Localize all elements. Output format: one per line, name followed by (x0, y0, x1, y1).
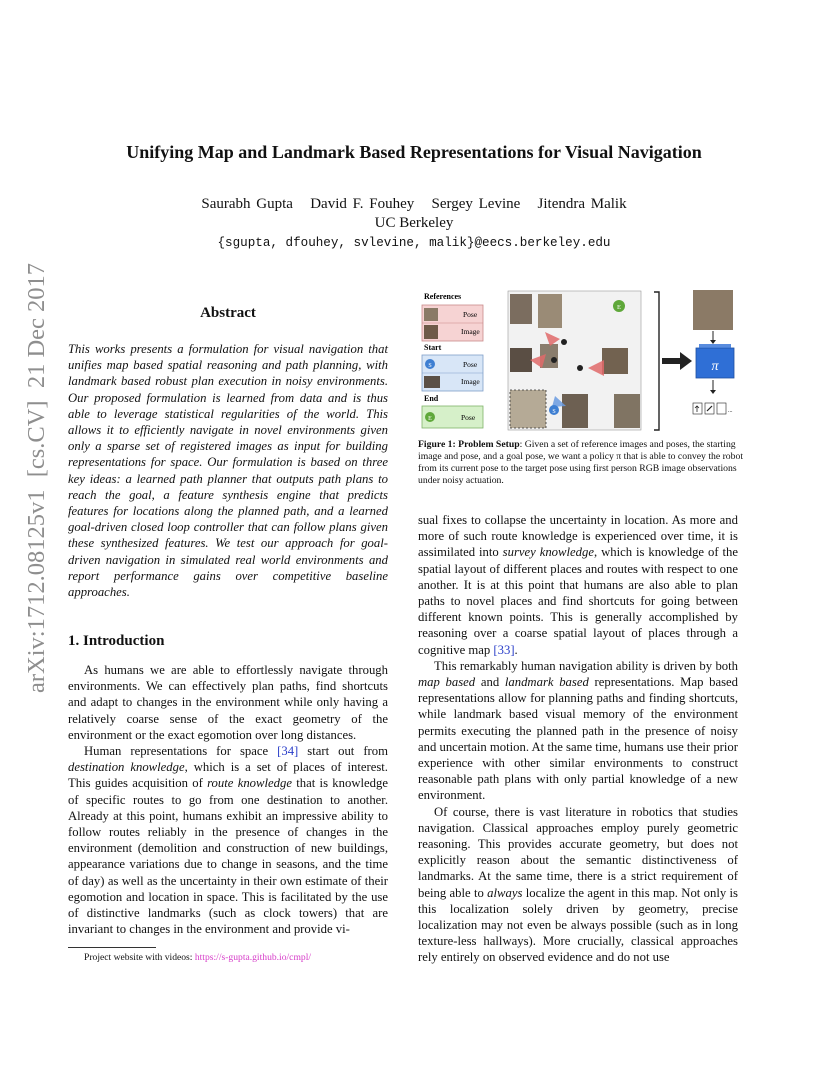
fig-start-image-label: Image (461, 377, 480, 386)
author-list: Saurabh Gupta David F. Fouhey Sergey Levine Jitendra Malik (201, 196, 627, 212)
svg-text:...: ... (728, 408, 733, 414)
citation-link[interactable]: [34] (277, 744, 299, 759)
fig-ref-image-label: Image (461, 327, 480, 336)
fig-ref-thumb-1 (424, 308, 438, 321)
figure-problem-setup (418, 288, 748, 433)
intro-right-column (418, 512, 738, 966)
intro-paragraph-2: Human representations for space [34] start out from destination knowledge, which is a set of places of interest. This guides acquisition of route knowledge that is knowledge of specific routes to go from one destination to another. Already at this point, humans exhibit an impressive ability to follow routes reliably in the presence of changes in the environment (demolition and construction of new buildings, appearance variations due to change in seasons, and the time of day) as well as the uncertainty in their own estimate of their egomotion and location in space. This is facilitated by the use of distinctive landmarks (such as clock towers) that are invariant to changes in the environment and provide vi- (68, 744, 388, 937)
fig-start-label: Start (424, 343, 442, 352)
svg-text:S: S (552, 409, 556, 415)
svg-text:E: E (428, 416, 432, 422)
intro-paragraph-3: sual fixes to collapse the uncertainty in location. As more and more of such route knowledge is experienced over time, it is assimilated into survey knowledge, which is knowledge of the spatial layout of different places and routes with respect to one another. It is at this point that humans are also able to plan paths to novel places and find shortcuts for going between different known points. This is generally accomplished by reasoning over a coarse spatial layout of places through a cognitive map [33]. (418, 513, 738, 657)
fig-ref-pose-label: Pose (463, 310, 478, 319)
footnote: Project website with videos: https://s-gupta.github.io/cmpl/ (84, 952, 312, 963)
fig-end-pose-label: Pose (461, 413, 476, 422)
fig-references-label: References (424, 292, 462, 301)
fig-end-label: End (424, 394, 439, 403)
intro-paragraph-5: Of course, there is vast literature in robotics that studies navigation. Classical approaches employ purely geometric reasoning. This provides accurate geometry, but does not explicitly reason about the semantic distinctiveness of landmarks. At the same time, there is a strict requirement of being able to always localize the agent in this map. Not only is this localization solely driven by geometry, precise localization may not even be always possible (such as in long texture-less hallways). More crucially, classical approaches rely entirely on observed evidence and do not use (418, 804, 738, 965)
paper-title: Unifying Map and Landmark Based Representations for Visual Navigation (126, 142, 702, 162)
svg-text:E: E (617, 304, 621, 311)
section-heading-introduction: 1. Introduction (68, 633, 165, 649)
fig-start-pose-label: Pose (463, 360, 478, 369)
intro-paragraph-1: As humans we are able to effortlessly navigate through environments. We can effectively plan paths, find shortcuts and adapt to changes in the environment while only having a relatively coarse sense of the exact geometry of the environment or the exact egomotion over long distances. (68, 663, 388, 742)
intro-left-column (68, 662, 388, 937)
affiliation: UC Berkeley (374, 215, 454, 231)
author-emails: {sgupta, dfouhey, svlevine, malik}@eecs.berkeley.edu (217, 236, 611, 250)
figure-caption: Figure 1: Problem Setup: Given a set of reference images and poses, the starting image and pose, and a goal pose, we want a policy π that is able to convey the robot from its current pose to the target pose using first person RGB image observations under noisy actuation. (418, 439, 744, 486)
fig-ref-thumb-2 (424, 325, 438, 339)
abstract-text: This works presents a formulation for visual navigation that unifies map based spatial reasoning and path planning, with landmark based robust plan execution in noisy environments. Our proposed formulation is learned from data and is thus able to leverage statistical regularities of the world. This allows it to efficiently navigate in novel environments given only a sparse set of registered images as input for building representations for space. Our formulation is based on three key ideas: a learned path planner that outputs path plans to reach the goal, a feature synthesis engine that predicts features for locations along the planned path, and a learned goal-driven closed loop controller that can follow plans given these synthesized features. We test our approach for goal-driven navigation in simulated real world environments and report performance gains over competitive baseline approaches. (68, 342, 388, 600)
footnote-rule (68, 947, 156, 948)
project-website-link[interactable]: https://s-gupta.github.io/cmpl/ (194, 952, 312, 963)
fig-start-thumb (424, 376, 440, 388)
arxiv-stamp-text: arXiv:1712.08125v1 [cs.CV] 21 Dec 2017 (23, 262, 50, 694)
abstract-heading: Abstract (200, 305, 256, 321)
citation-link[interactable]: [33] (493, 642, 515, 657)
svg-text:S: S (428, 363, 432, 369)
fig-policy-symbol: π (711, 359, 719, 374)
arxiv-stamp (21, 262, 53, 694)
intro-paragraph-4: This remarkably human navigation ability is driven by both map based and landmark based representations. Map based representations allow for planning paths and finding shortcuts, while landmark based visual memory of the environment permits executing the planned path in the presence of noisy and uncertain motion. At the same time, humans use their prior experience with other similar environments to construct reasonable path plans with only partial knowledge of a new environment. (418, 658, 739, 803)
fig-map-photo (510, 294, 532, 324)
fig-observation-image (693, 290, 733, 330)
